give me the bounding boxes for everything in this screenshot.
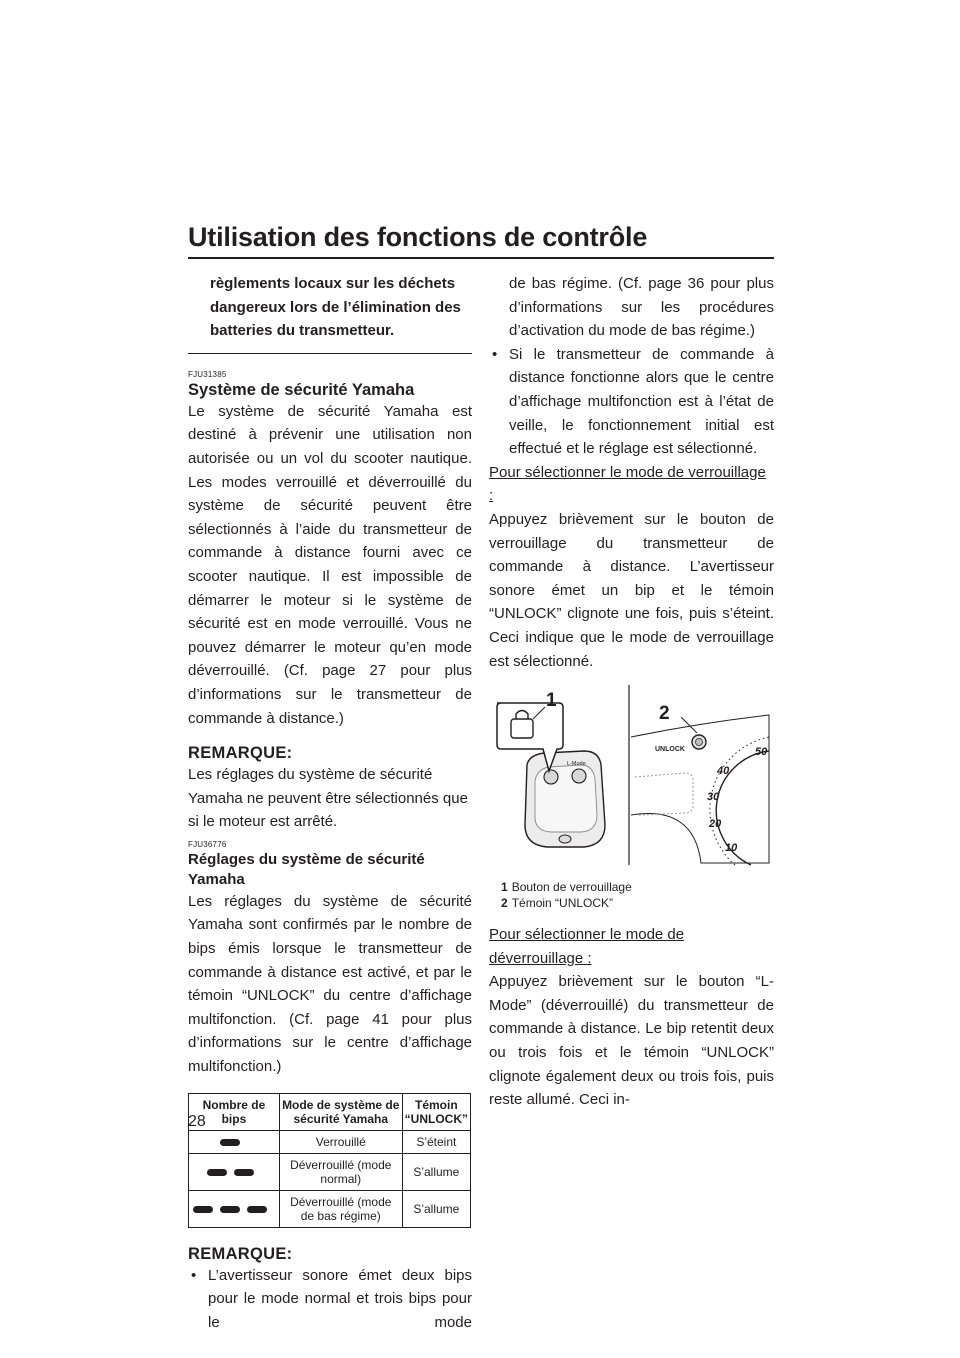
unlock-mode-heading: Pour sélectionner le mode de déverrouillage :	[489, 926, 685, 967]
section-code: FJU36776	[188, 839, 227, 849]
page-number: 28	[188, 1113, 206, 1130]
gauge-number: 40	[717, 765, 730, 778]
unlock-panel-label: UNLOCK	[655, 746, 685, 754]
table-header: Nombre de bips	[189, 1093, 280, 1130]
note-list	[489, 343, 774, 461]
caption-item	[501, 895, 774, 911]
callout-number-2: 2	[659, 703, 670, 725]
title-rule	[188, 257, 774, 259]
table-header-row	[189, 1093, 471, 1130]
multifunction-display-drawing	[631, 703, 769, 865]
note-heading: REMARQUE:	[188, 744, 293, 763]
beep-icon	[193, 1206, 213, 1213]
lock-mode-heading: Pour sélectionner le mode de verrouillage :	[489, 463, 766, 505]
left-column	[188, 272, 472, 1334]
caption-text: Bouton de verrouillage	[511, 880, 632, 895]
beep-icon	[220, 1206, 240, 1213]
page-title: Utilisation des fonctions de contrôle	[188, 222, 648, 252]
beep-icon	[220, 1139, 240, 1146]
lock-mode-text: Appuyez brièvement sur le bouton de verrouillage du transmetteur de commande à distance. L’avertisseur sonore émet un bip et le témoin “UNLOCK” clignote une fois, puis s’éteint. Ceci indique que le mode de verrouillage est sélectionné.	[489, 510, 774, 670]
remote-and-indicator-figure	[489, 685, 774, 875]
section-heading-security-settings: Réglages du système de sécurité Yamaha	[188, 850, 425, 888]
list-item: • L’avertisseur sonore émet deux bips pour le mode normal et trois bips pour le mode	[188, 1264, 472, 1335]
table-row	[189, 1153, 471, 1190]
figure-caption	[489, 879, 774, 911]
figure-illustration	[489, 685, 774, 875]
table-cell: S’allume	[402, 1190, 470, 1227]
security-system-paragraph: Le système de sécurité Yamaha est destiné à prévenir une utilisation non autorisée ou un vol du scooter nautique. Les modes verrouillé et déverrouillé du système de sécurité peuvent être sélectionnés à l’aide du transmetteur de commande à distance fourni avec ce scooter nautique. Il est impossible de démarrer le moteur si le système de sécurité est en mode verrouillé. Vous ne pouvez démarrer le moteur qu’en mode déverrouillé. (Cf. page 27 pour plus d’informations sur le transmetteur de commande à distance.)	[188, 402, 472, 727]
l-mode-button-icon	[572, 769, 586, 783]
lock-button-icon	[544, 770, 558, 784]
table-cell: S’allume	[402, 1153, 470, 1190]
beep-icon	[207, 1169, 227, 1176]
gauge-number: 10	[725, 842, 738, 855]
table-row	[189, 1190, 471, 1227]
list-item: • Si le transmetteur de commande à distance fonctionne alors que le centre d’affichage multifonction est à l’état de veille, le fonctionnement initial est effectué et le réglage est sélectionné.	[489, 343, 774, 461]
section-code: FJU31385	[188, 369, 227, 379]
list-item-continuation: de bas régime. (Cf. page 36 pour plus d’informations sur les procédures d’activation du mode de bas régime.)	[509, 275, 774, 340]
gauge-number: 30	[707, 791, 720, 804]
beep-pattern-1	[189, 1130, 280, 1153]
note-heading: REMARQUE:	[188, 1244, 293, 1263]
caption-number: 2	[501, 896, 508, 911]
table-cell: S’éteint	[402, 1130, 470, 1153]
table-header: Mode de système de sécurité Yamaha	[279, 1093, 402, 1130]
note-list	[188, 1264, 472, 1335]
gauge-number: 20	[709, 818, 722, 831]
caption-text: Témoin “UNLOCK”	[511, 896, 614, 911]
remote-transmitter-drawing	[525, 751, 605, 847]
remote-label: L-Mode	[567, 761, 586, 768]
note-text: Les réglages du système de sécurité Yamaha ne peuvent être sélectionnés que si le moteur est arrêté.	[188, 766, 468, 831]
callout-number-1: 1	[546, 690, 557, 712]
warning-box-end	[188, 353, 472, 354]
caption-item	[501, 879, 774, 895]
caption-number: 1	[501, 880, 508, 895]
warning-continuation: règlements locaux sur les déchets dangereux lors de l’élimination des batteries du transmetteur.	[210, 275, 461, 340]
beep-pattern-3	[189, 1190, 280, 1227]
table-row	[189, 1130, 471, 1153]
table-header: Témoin “UNLOCK”	[402, 1093, 470, 1130]
padlock-icon	[511, 719, 533, 738]
table-cell: Verrouillé	[279, 1130, 402, 1153]
security-settings-paragraph: Les réglages du système de sécurité Yamaha sont confirmés par le nombre de bips émis lorsque le transmetteur de commande à distance est activé, et par le témoin “UNLOCK” du centre d’affichage multifonction. (Cf. page 41 pour plus d’informations sur le centre d’affichage multifonction.)	[188, 892, 472, 1076]
beep-icon	[247, 1206, 267, 1213]
gauge-number: 50	[755, 746, 768, 759]
right-column	[489, 272, 774, 1112]
table-cell: Déverrouillé (mode de bas régime)	[279, 1190, 402, 1227]
table-cell: Déverrouillé (mode normal)	[279, 1153, 402, 1190]
beep-pattern-2	[189, 1153, 280, 1190]
section-heading-security-system: Système de sécurité Yamaha	[188, 380, 415, 399]
beep-icon	[234, 1169, 254, 1176]
unlock-mode-text: Appuyez brièvement sur le bouton “L-Mode” (déverrouillé) du transmetteur de commande à distance. Le bip retentit deux ou trois fois et le témoin “UNLOCK” clignote également deux ou trois fois, puis reste allumé. Ceci in-	[489, 973, 774, 1109]
beep-table	[188, 1093, 471, 1228]
